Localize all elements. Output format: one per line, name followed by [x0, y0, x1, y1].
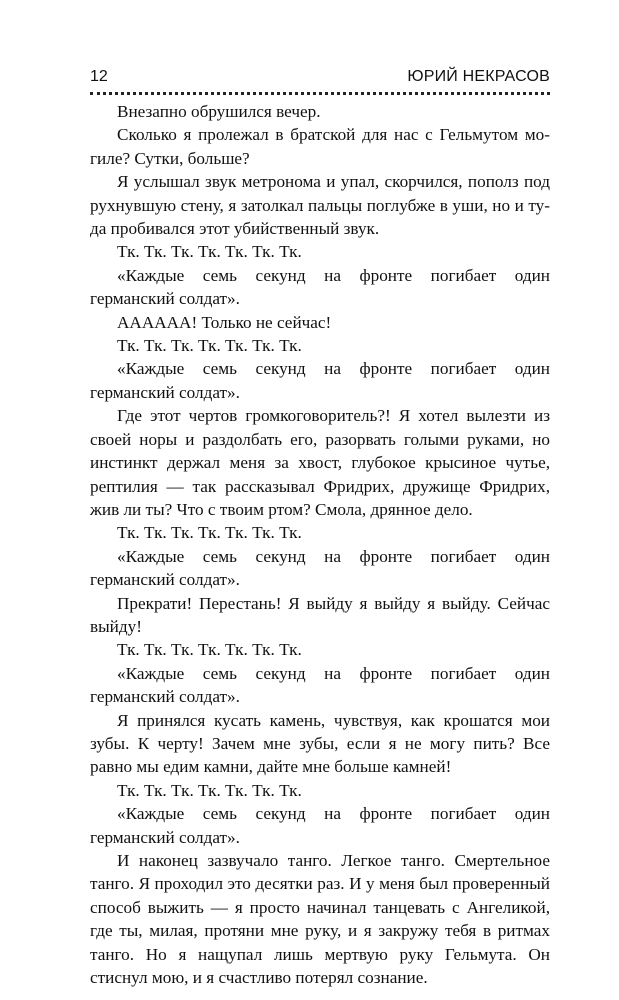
- paragraph: Прекрати! Перестань! Я выйду я выйду я выйду. Сейчас выйду!: [90, 593, 550, 636]
- page-number: 12: [90, 68, 108, 85]
- paragraph: Я услышал звук метронома и упал, скорчился, пополз под рухнувшую стену, я затолкал пальцы поглубже в уши, но и туда пробивался этот убийственный звук.: [90, 172, 550, 239]
- paragraph: Тк. Тк. Тк. Тк. Тк. Тк. Тк.: [117, 640, 302, 660]
- paragraph: «Каждые семь секунд на фронте погибает один германский солдат».: [90, 546, 550, 590]
- paragraph: Тк. Тк. Тк. Тк. Тк. Тк. Тк.: [117, 336, 302, 356]
- book-page: [90, 0, 550, 1000]
- paragraph: Тк. Тк. Тк. Тк. Тк. Тк. Тк.: [117, 780, 302, 800]
- paragraph: «Каждые семь секунд на фронте погибает один германский солдат».: [90, 265, 550, 309]
- page-header: [90, 66, 550, 88]
- paragraph: Внезапно обрушился вечер.: [117, 102, 321, 121]
- paragraph: Тк. Тк. Тк. Тк. Тк. Тк. Тк.: [117, 242, 302, 262]
- paragraph: Тк. Тк. Тк. Тк. Тк. Тк. Тк.: [117, 523, 302, 543]
- paragraph: Сколько я пролежал в братской для нас с Гельмутом могиле? Сутки, больше?: [90, 125, 550, 168]
- header-dotted-rule: [90, 92, 550, 95]
- paragraph: Я принялся кусать камень, чувствуя, как крошатся мои зубы. К черту! Зачем мне зубы, если я не могу пить? Все равно мы едим камни, дайте мне больше камней!: [90, 710, 550, 777]
- running-title: ЮРИЙ НЕКРАСОВ: [407, 68, 550, 85]
- paragraph: АААААА! Только не сейчас!: [117, 312, 332, 332]
- paragraph: «Каждые семь секунд на фронте погибает один германский солдат».: [90, 359, 550, 402]
- body-text: [90, 100, 550, 989]
- paragraph: «Каждые семь секунд на фронте погибает один германский солдат».: [90, 804, 550, 847]
- paragraph: И наконец зазвучало танго. Легкое танго. Смертельное танго. Я проходил это десятки раз. И у меня был проверенный способ выжить — я просто начинал танцевать с Ангеликой, где ты, милая, протяни мне руку, и я закружу тебя в ритмах танго. Но я нащупал лишь мертвую руку Гельмута. Он стиснул мою, и я счастливо потерял сознание.: [90, 851, 550, 988]
- paragraph: Где этот чертов громкоговоритель?! Я хотел вылезти из своей норы и раздолбать его, разорвать голыми руками, но инстинкт держал меня за хвост, глубокое крысиное чутье, рептилия — так рассказывал Фридрих, дружище Фридрих, жив ли ты? Что с твоим ртом? Смола, дрянное дело.: [90, 406, 550, 519]
- paragraph: «Каждые семь секунд на фронте погибает один германский солдат».: [90, 663, 550, 707]
